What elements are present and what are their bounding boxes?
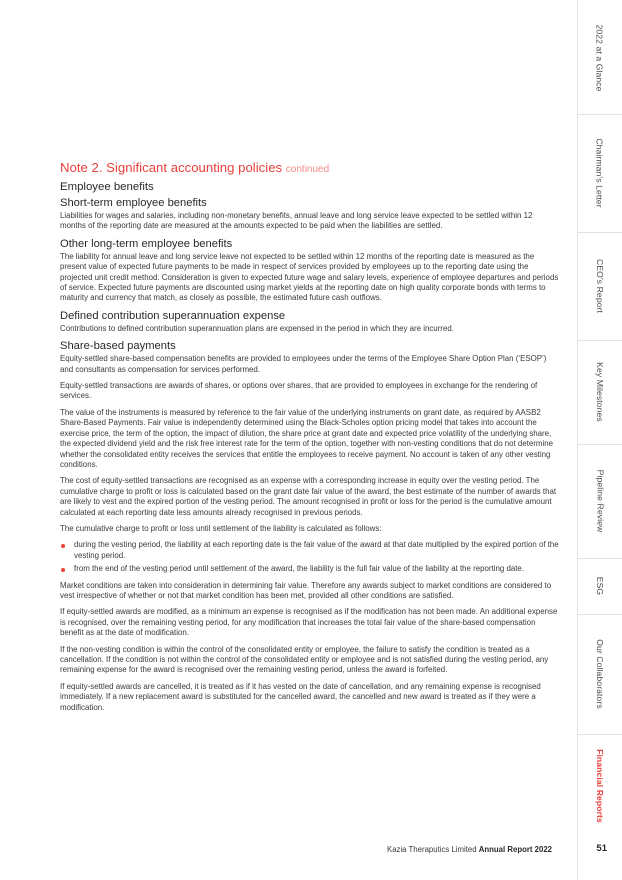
paragraph: The cost of equity-settled transactions are recognised as an expense with a corresponding increase in equity over the vesting period. The cumulative charge to profit or loss is calculated based on the grant date fair value of the award, the best estimate of the number of awards that are likely to vest and the expired portion of the vesting period. The amount recognised in profit or loss for the period is the cumulative amount calculated at each reporting date less amounts already recognised in previous periods. — [60, 476, 557, 517]
note-title-text: Note 2. Significant accounting policies — [60, 160, 283, 175]
nav-divider — [578, 114, 622, 115]
continued-label: continued — [285, 164, 330, 175]
page-number: 51 — [596, 843, 607, 854]
heading-long-term-benefits: Other long-term employee benefits — [60, 237, 233, 250]
paragraph: Equity-settled share-based compensation benefits are provided to employees under the terms of the Employee Share Option Plan (‘ESOP’) and consultants as compensation for services performed. — [60, 354, 547, 374]
nav-divider — [578, 340, 622, 341]
paragraph: The liability for annual leave and long service leave not expected to be settled within 12 months of the reporting date is measured as the present value of expected future payments to be made in respect of services provided by employees up to the reporting date using the projected unit credit method. Consideration is given to expected future wage and salary levels, experience of employee departures and periods of service. Expected future payments are discounted using market yields at the reporting date on high quality corporate bonds with terms to maturity and currency that match, as closely as possible, the estimated future cash outflows. — [60, 251, 559, 303]
section-heading-employee-benefits: Employee benefits — [60, 181, 154, 193]
nav-divider — [578, 444, 622, 445]
heading-short-term-benefits: Short-term employee benefits — [60, 197, 207, 209]
nav-divider — [578, 232, 622, 233]
nav-tab-pipeline-review[interactable]: Pipeline Review — [595, 469, 605, 533]
page-footer — [300, 845, 552, 854]
section-navigation — [577, 0, 622, 880]
nav-tab-our-collaborators[interactable]: Our Collaborators — [595, 639, 605, 709]
nav-tab-ceos-report[interactable]: CEO’s Report — [595, 258, 605, 314]
paragraph: Market conditions are taken into consideration in determining fair value. Therefore any awards subject to market conditions are considered to vest irrespective of whether or not that market condition has been met, provided all other conditions are satisfied. — [60, 580, 552, 600]
paragraph: The cumulative charge to profit or loss until settlement of the liability is calculated as follows: — [60, 523, 382, 533]
nav-divider — [578, 614, 622, 615]
paragraph: If the non-vesting condition is within the control of the consolidated entity or employee, the failure to satisfy the condition is treated as a cancellation. If the condition is not within the control of the consolidated entity or employee and is not satisfied during the vesting period, any remaining expense for the award is recognised over the remaining vesting period, unless the award is forfeited. — [60, 644, 549, 675]
nav-tab-esg[interactable]: ESG — [594, 576, 605, 596]
nav-tab-financial-reports[interactable]: Financial Reports — [595, 749, 605, 823]
paragraph: If equity-settled awards are cancelled, it is treated as if it has vested on the date of cancellation, and any remaining expense is recognised immediately. If a new replacement award is substituted for the cancelled award, the cancelled and new award is treated as if they were a modification. — [60, 681, 541, 712]
nav-tab-key-milestones[interactable]: Key Milestones — [595, 362, 605, 422]
list-item: from the end of the vesting period until settlement of the award, the liability is the full fair value of the liability at the reporting date. — [60, 564, 560, 574]
heading-superannuation: Defined contribution superannuation expense — [60, 309, 286, 322]
paragraph: The value of the instruments is measured by reference to the fair value of the underlying instruments on grant date, as required by AASB2 Share-Based Payments. Fair value is independently determined using the Black-Scholes option pricing model that takes into account the exercise price, the term of the option, the impact of dilution, the share price at grant date and expected price volatility of the underlying share, the expected dividend yield and the risk free interest rate for the term of the option, together with non-vesting conditions that do not determine whether the consolidated entity receives the services that entitle the employees to receive payment. No account is taken of any other vesting conditions. — [60, 407, 554, 469]
paragraph: If equity-settled awards are modified, as a minimum an expense is recognised as if the modification has not been made. An additional expense is recognised, over the remaining vesting period, for any modification that increases the total fair value of the share-based compensation benefit as at the date of modification. — [60, 607, 558, 638]
paragraph: Liabilities for wages and salaries, including non-monetary benefits, annual leave and long service leave expected to be settled within 12 months of the reporting date are measured at the amounts expected to be paid when the liabilities are settled. — [60, 211, 533, 231]
footer-report-title: Annual Report 2022 — [478, 845, 552, 854]
nav-tab-chairmans-letter[interactable]: Chairman’s Letter — [595, 138, 605, 208]
nav-divider — [578, 734, 622, 735]
heading-share-based-payments: Share-based payments — [60, 340, 176, 353]
bullet-list — [60, 540, 560, 574]
paragraph: Contributions to defined contribution superannuation plans are expensed in the period in which they are incurred. — [60, 323, 454, 333]
nav-tab-2022-at-a-glance[interactable]: 2022 at a Glance — [595, 24, 605, 92]
list-item: during the vesting period, the liability at each reporting date is the fair value of the award at that date multiplied by the expired portion of the vesting period. — [60, 540, 560, 561]
paragraph: Equity-settled transactions are awards of shares, or options over shares, that are provided to employees in exchange for the rendering of services. — [60, 381, 538, 401]
nav-divider — [578, 558, 622, 559]
main-content — [60, 160, 560, 719]
note-title — [60, 160, 560, 175]
footer-company: Kazia Theraputics Limited — [387, 845, 477, 854]
